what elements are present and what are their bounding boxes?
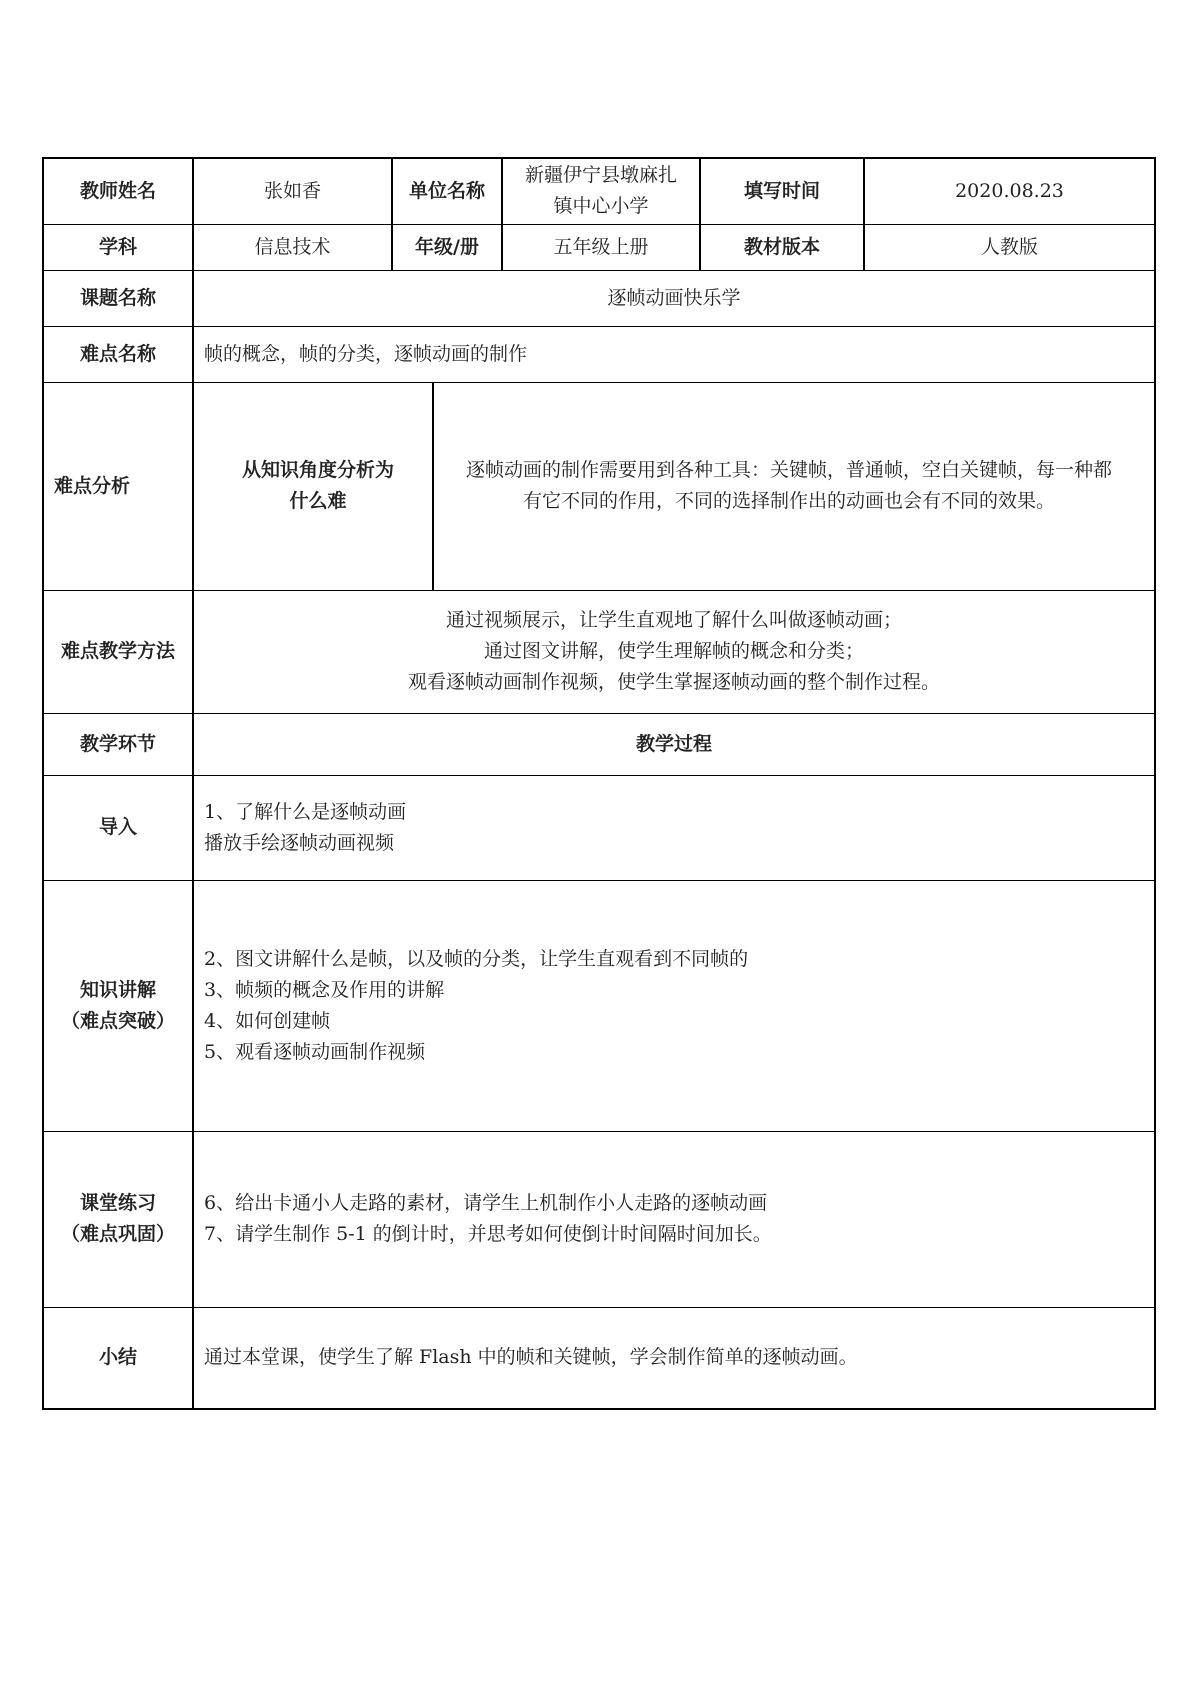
intro-label: 导入 (43, 775, 193, 880)
subject-value: 信息技术 (193, 224, 392, 270)
method-line-2: 通过图文讲解，使学生理解帧的概念和分类； (483, 640, 864, 662)
subject-label: 学科 (43, 224, 193, 270)
analysis-text-line-2: 有它不同的作用，不同的选择制作出的动画也会有不同的效果。 (522, 490, 1055, 512)
grade-value: 五年级上册 (502, 224, 700, 270)
intro-line-2: 播放手绘逐帧动画视频 (204, 831, 395, 854)
knowledge-row (43, 880, 1155, 1131)
unit-name-value (502, 158, 700, 224)
analysis-sub-label-line-2: 什么难 (289, 490, 347, 512)
knowledge-label (43, 880, 193, 1131)
teacher-name-label: 教师姓名 (43, 158, 193, 224)
knowledge-line-3: 4、如何创建帧 (204, 1009, 331, 1032)
unit-name-label: 单位名称 (392, 158, 502, 224)
practice-label (43, 1131, 193, 1307)
method-label: 难点教学方法 (43, 590, 193, 713)
difficulty-row (43, 326, 1155, 382)
practice-label-line-2: （难点巩固） (60, 1223, 175, 1245)
knowledge-line-4: 5、观看逐帧动画制作视频 (204, 1040, 426, 1063)
knowledge-label-line-1: 知识讲解 (79, 978, 156, 1001)
difficulty-value: 帧的概念，帧的分类，逐帧动画的制作 (193, 326, 1155, 382)
intro-line-1: 1、了解什么是逐帧动画 (204, 800, 407, 823)
topic-label: 课题名称 (43, 270, 193, 326)
process-header-row (43, 713, 1155, 775)
summary-label: 小结 (43, 1307, 193, 1409)
intro-content (193, 775, 1155, 880)
analysis-sub-label-line-1: 从知识角度分析为 (241, 459, 394, 481)
topic-value: 逐帧动画快乐学 (193, 270, 1155, 326)
edition-value: 人教版 (864, 224, 1155, 270)
analysis-row (43, 382, 1155, 590)
analysis-text (434, 383, 1144, 590)
practice-line-2: 7、请学生制作 5-1 的倒计时，并思考如何使倒计时间隔时间加长。 (204, 1223, 772, 1245)
topic-row (43, 270, 1155, 326)
practice-label-line-1: 课堂练习 (79, 1192, 156, 1214)
process-header-label: 教学过程 (193, 713, 1155, 775)
difficulty-label: 难点名称 (43, 326, 193, 382)
lesson-plan-table (42, 157, 1156, 1410)
knowledge-content (193, 880, 1155, 1131)
unit-name-line-1: 新疆伊宁县墩麻扎 (524, 164, 677, 187)
analysis-sub-label (204, 383, 434, 590)
knowledge-label-line-2: （难点突破） (60, 1009, 175, 1032)
method-content (193, 590, 1155, 713)
header-row-1 (43, 158, 1155, 224)
unit-name-line-2: 镇中心小学 (553, 195, 649, 218)
analysis-inner (204, 383, 1144, 590)
grade-label: 年级/册 (392, 224, 502, 270)
fill-date-value: 2020.08.23 (864, 158, 1155, 224)
analysis-label: 难点分析 (43, 382, 193, 590)
analysis-content (193, 382, 1155, 590)
method-row (43, 590, 1155, 713)
header-row-2 (43, 224, 1155, 270)
method-line-1: 通过视频展示，让学生直观地了解什么叫做逐帧动画； (445, 609, 902, 631)
method-line-3: 观看逐帧动画制作视频，使学生掌握逐帧动画的整个制作过程。 (407, 671, 940, 693)
intro-row (43, 775, 1155, 880)
analysis-text-line-1: 逐帧动画的制作需要用到各种工具：关键帧，普通帧，空白关键帧，每一种都 (465, 459, 1112, 481)
summary-content: 通过本堂课，使学生了解 Flash 中的帧和关键帧，学会制作简单的逐帧动画。 (193, 1307, 1155, 1409)
summary-row (43, 1307, 1155, 1409)
practice-row (43, 1131, 1155, 1307)
teacher-name-value: 张如香 (193, 158, 392, 224)
practice-content (193, 1131, 1155, 1307)
edition-label: 教材版本 (700, 224, 864, 270)
knowledge-line-1: 2、图文讲解什么是帧，以及帧的分类，让学生直观看到不同帧的 (204, 947, 749, 970)
practice-line-1: 6、给出卡通小人走路的素材，请学生上机制作小人走路的逐帧动画 (204, 1192, 768, 1214)
fill-date-label: 填写时间 (700, 158, 864, 224)
stage-header-label: 教学环节 (43, 713, 193, 775)
lesson-plan-sheet (42, 157, 1154, 1410)
knowledge-line-2: 3、帧频的概念及作用的讲解 (204, 978, 445, 1001)
